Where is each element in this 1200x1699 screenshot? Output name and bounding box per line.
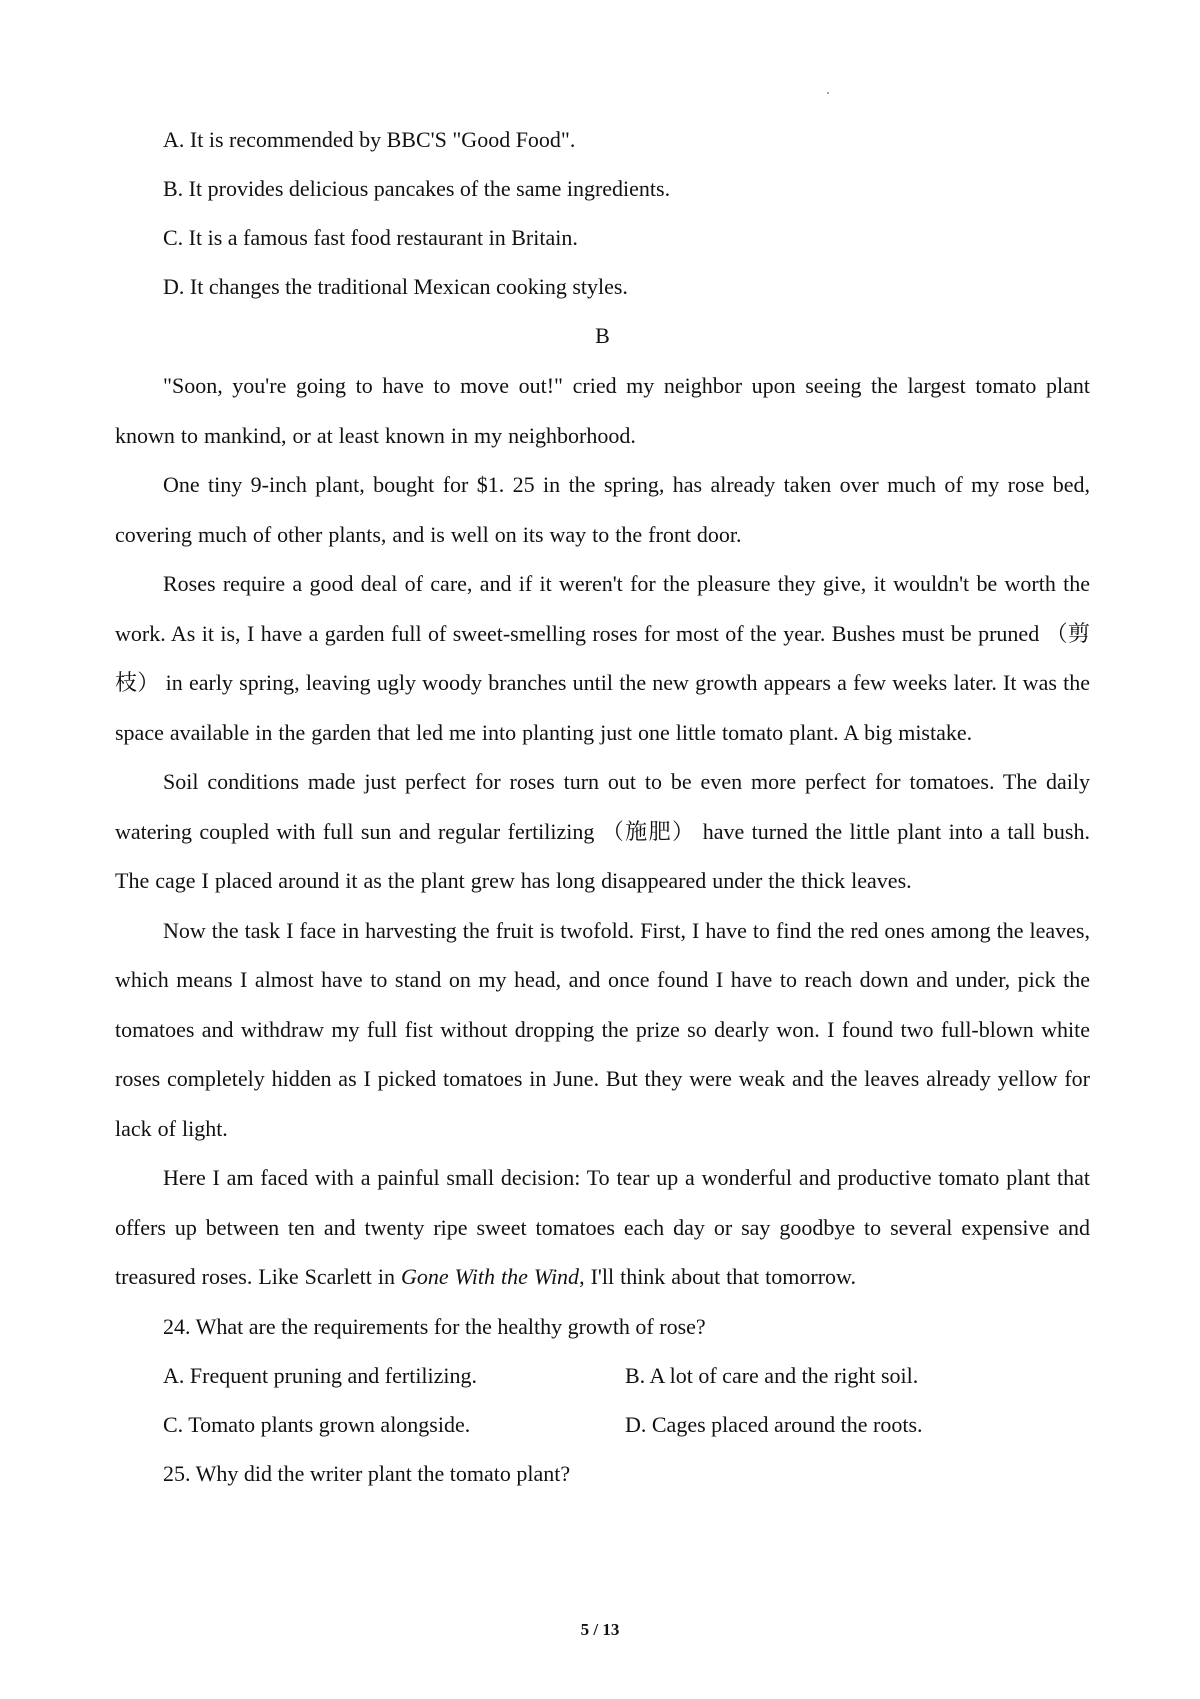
section-label: B: [595, 323, 610, 348]
prev-option-d: D. It changes the traditional Mexican cooking styles.: [163, 274, 628, 299]
paragraph-3: Roses require a good deal of care, and if it weren't for the pleasure they give, it wouldn't be worth the work. As it is, I have a garden full of sweet-smelling roses for most of the year. Bushes must be pruned （剪枝） in early spring, leaving ugly woody branches until the new growth appears a few weeks later. It was the space available in the garden that led me into planting just one little tomato plant. A big mistake.: [115, 571, 1090, 745]
question-25-stem: 25. Why did the writer plant the tomato plant?: [163, 1460, 571, 1486]
question-24-option-a: A. Frequent pruning and fertilizing.: [163, 1362, 478, 1388]
speck-mark: [827, 92, 829, 94]
prev-option-b: B. It provides delicious pancakes of the same ingredients.: [163, 176, 671, 201]
paragraph-6-text: Here I am faced with a painful small decision: To tear up a wonderful and productive tomato plant that offers up between ten and twenty ripe sweet tomatoes each day or say goodbye to several expensive and treasured roses. Like Scarlett in: [115, 1165, 1090, 1289]
question-24-stem: 24. What are the requirements for the healthy growth of rose?: [163, 1313, 706, 1339]
paragraph-6: [115, 1153, 1090, 1302]
page-number: 5 / 13: [580, 1620, 620, 1639]
question-24-option-b: B. A lot of care and the right soil.: [625, 1362, 919, 1388]
prev-option-a: A. It is recommended by BBC'S "Good Food".: [163, 127, 576, 152]
prev-option-c: C. It is a famous fast food restaurant in Britain.: [163, 225, 578, 250]
question-24-options-row-1: [163, 1351, 1090, 1400]
paragraph-6-end: , I'll think about that tomorrow.: [579, 1264, 857, 1289]
paragraph-2: One tiny 9-inch plant, bought for $1. 25 in the spring, has already taken over much of my rose bed, covering much of other plants, and is well on its way to the front door.: [115, 472, 1090, 547]
paragraph-5: Now the task I face in harvesting the fruit is twofold. First, I have to find the red ones among the leaves, which means I almost have to stand on my head, and once found I have to reach down and under, pick the tomatoes and withdraw my full fist without dropping the prize so dearly won. I found two full-blown white roses completely hidden as I picked tomatoes in June. But they were weak and the leaves already yellow for lack of light.: [115, 917, 1090, 1141]
paragraph-4: Soil conditions made just perfect for roses turn out to be even more perfect for tomatoes. The daily watering coupled with full sun and regular fertilizing （施肥） have turned the little plant into a tall bush. The cage I placed around it as the plant grew has long disappeared under the thick leaves.: [115, 769, 1090, 893]
question-24-options-row-2: [163, 1400, 1090, 1449]
question-24-option-d: D. Cages placed around the roots.: [625, 1411, 923, 1437]
page-content: [115, 115, 1090, 1498]
paragraph-1: "Soon, you're going to have to move out!" cried my neighbor upon seeing the largest tomato plant known to mankind, or at least known in my neighborhood.: [115, 373, 1090, 448]
book-title: Gone With the Wind: [400, 1264, 580, 1289]
question-24-option-c: C. Tomato plants grown alongside.: [163, 1411, 471, 1437]
